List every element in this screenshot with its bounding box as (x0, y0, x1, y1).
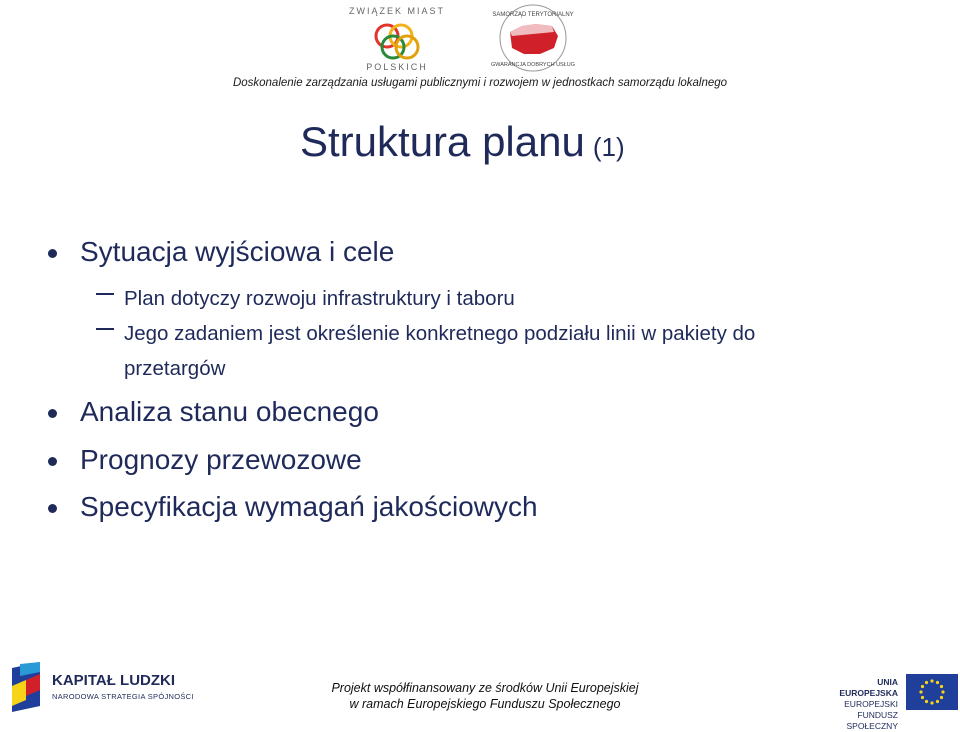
eu-line3: FUNDUSZ SPOŁECZNY (846, 710, 898, 731)
sub-bullet-dash-icon (96, 328, 114, 330)
bullet-dot-icon (48, 504, 57, 513)
sub-bullet-text-continuation: przetargów (124, 357, 226, 380)
zwiazek-miast-polskich-logo (348, 2, 446, 74)
svg-text:SAMORZĄD TERYTORIALNY: SAMORZĄD TERYTORIALNY (492, 12, 574, 18)
slide-title (300, 118, 625, 166)
bullet-dot-icon (48, 409, 57, 418)
sub-bullet-text: Plan dotyczy rozwoju infrastruktury i taboru (124, 287, 515, 310)
svg-text:POLSKICH: POLSKICH (366, 62, 428, 72)
samorzad-terytorialny-logo (492, 2, 574, 74)
eu-line1: UNIA EUROPEJSKA (839, 677, 898, 698)
footer-funding-line2: w ramach Europejskiego Funduszu Społecznego (349, 697, 621, 711)
sub-bullet-item (96, 281, 896, 315)
bullet-dot-icon (48, 249, 57, 258)
bullet-text: Specyfikacja wymagań jakościowych (80, 491, 538, 522)
footer-funding-line1: Projekt współfinansowany ze środków Unii Europejskiej (331, 681, 639, 695)
slide-title-suffix: (1) (592, 132, 625, 162)
slide-title-text: Struktura planu (300, 118, 585, 165)
kapital-ludzki-logo (6, 660, 194, 714)
bullet-item (48, 491, 748, 527)
kapital-ludzki-title: KAPITAŁ LUDZKI (52, 672, 176, 689)
header-caption: Doskonalenie zarządzania usługami publicznymi i rozwojem w jednostkach samorządu lokalnego (232, 77, 728, 89)
bullet-text: Analiza stanu obecnego (80, 396, 379, 427)
bullet-item (48, 236, 648, 272)
bullet-dot-icon (48, 457, 57, 466)
bullet-item (48, 396, 648, 432)
eu-fund-text (826, 677, 898, 732)
bullet-item (48, 444, 648, 480)
sub-bullet-text: Jego zadaniem jest określenie konkretnego podziału linii w pakiety do (124, 322, 756, 345)
kapital-ludzki-emblem-icon (6, 660, 46, 714)
eu-flag-icon (906, 674, 958, 710)
eu-line2: EUROPEJSKI (844, 699, 898, 709)
sub-bullet-item (96, 316, 936, 386)
footer-funding-text (320, 680, 650, 712)
bullet-text: Sytuacja wyjściowa i cele (80, 236, 395, 267)
bullet-text: Prognozy przewozowe (80, 444, 362, 475)
svg-text:GWARANCJA DOBRYCH USŁUG: GWARANCJA DOBRYCH USŁUG (490, 62, 576, 68)
kapital-ludzki-subtitle: NARODOWA STRATEGIA SPÓJNOŚCI (52, 692, 194, 701)
svg-text:ZWIĄZEK MIAST: ZWIĄZEK MIAST (348, 6, 446, 16)
sub-bullet-dash-icon (96, 293, 114, 295)
